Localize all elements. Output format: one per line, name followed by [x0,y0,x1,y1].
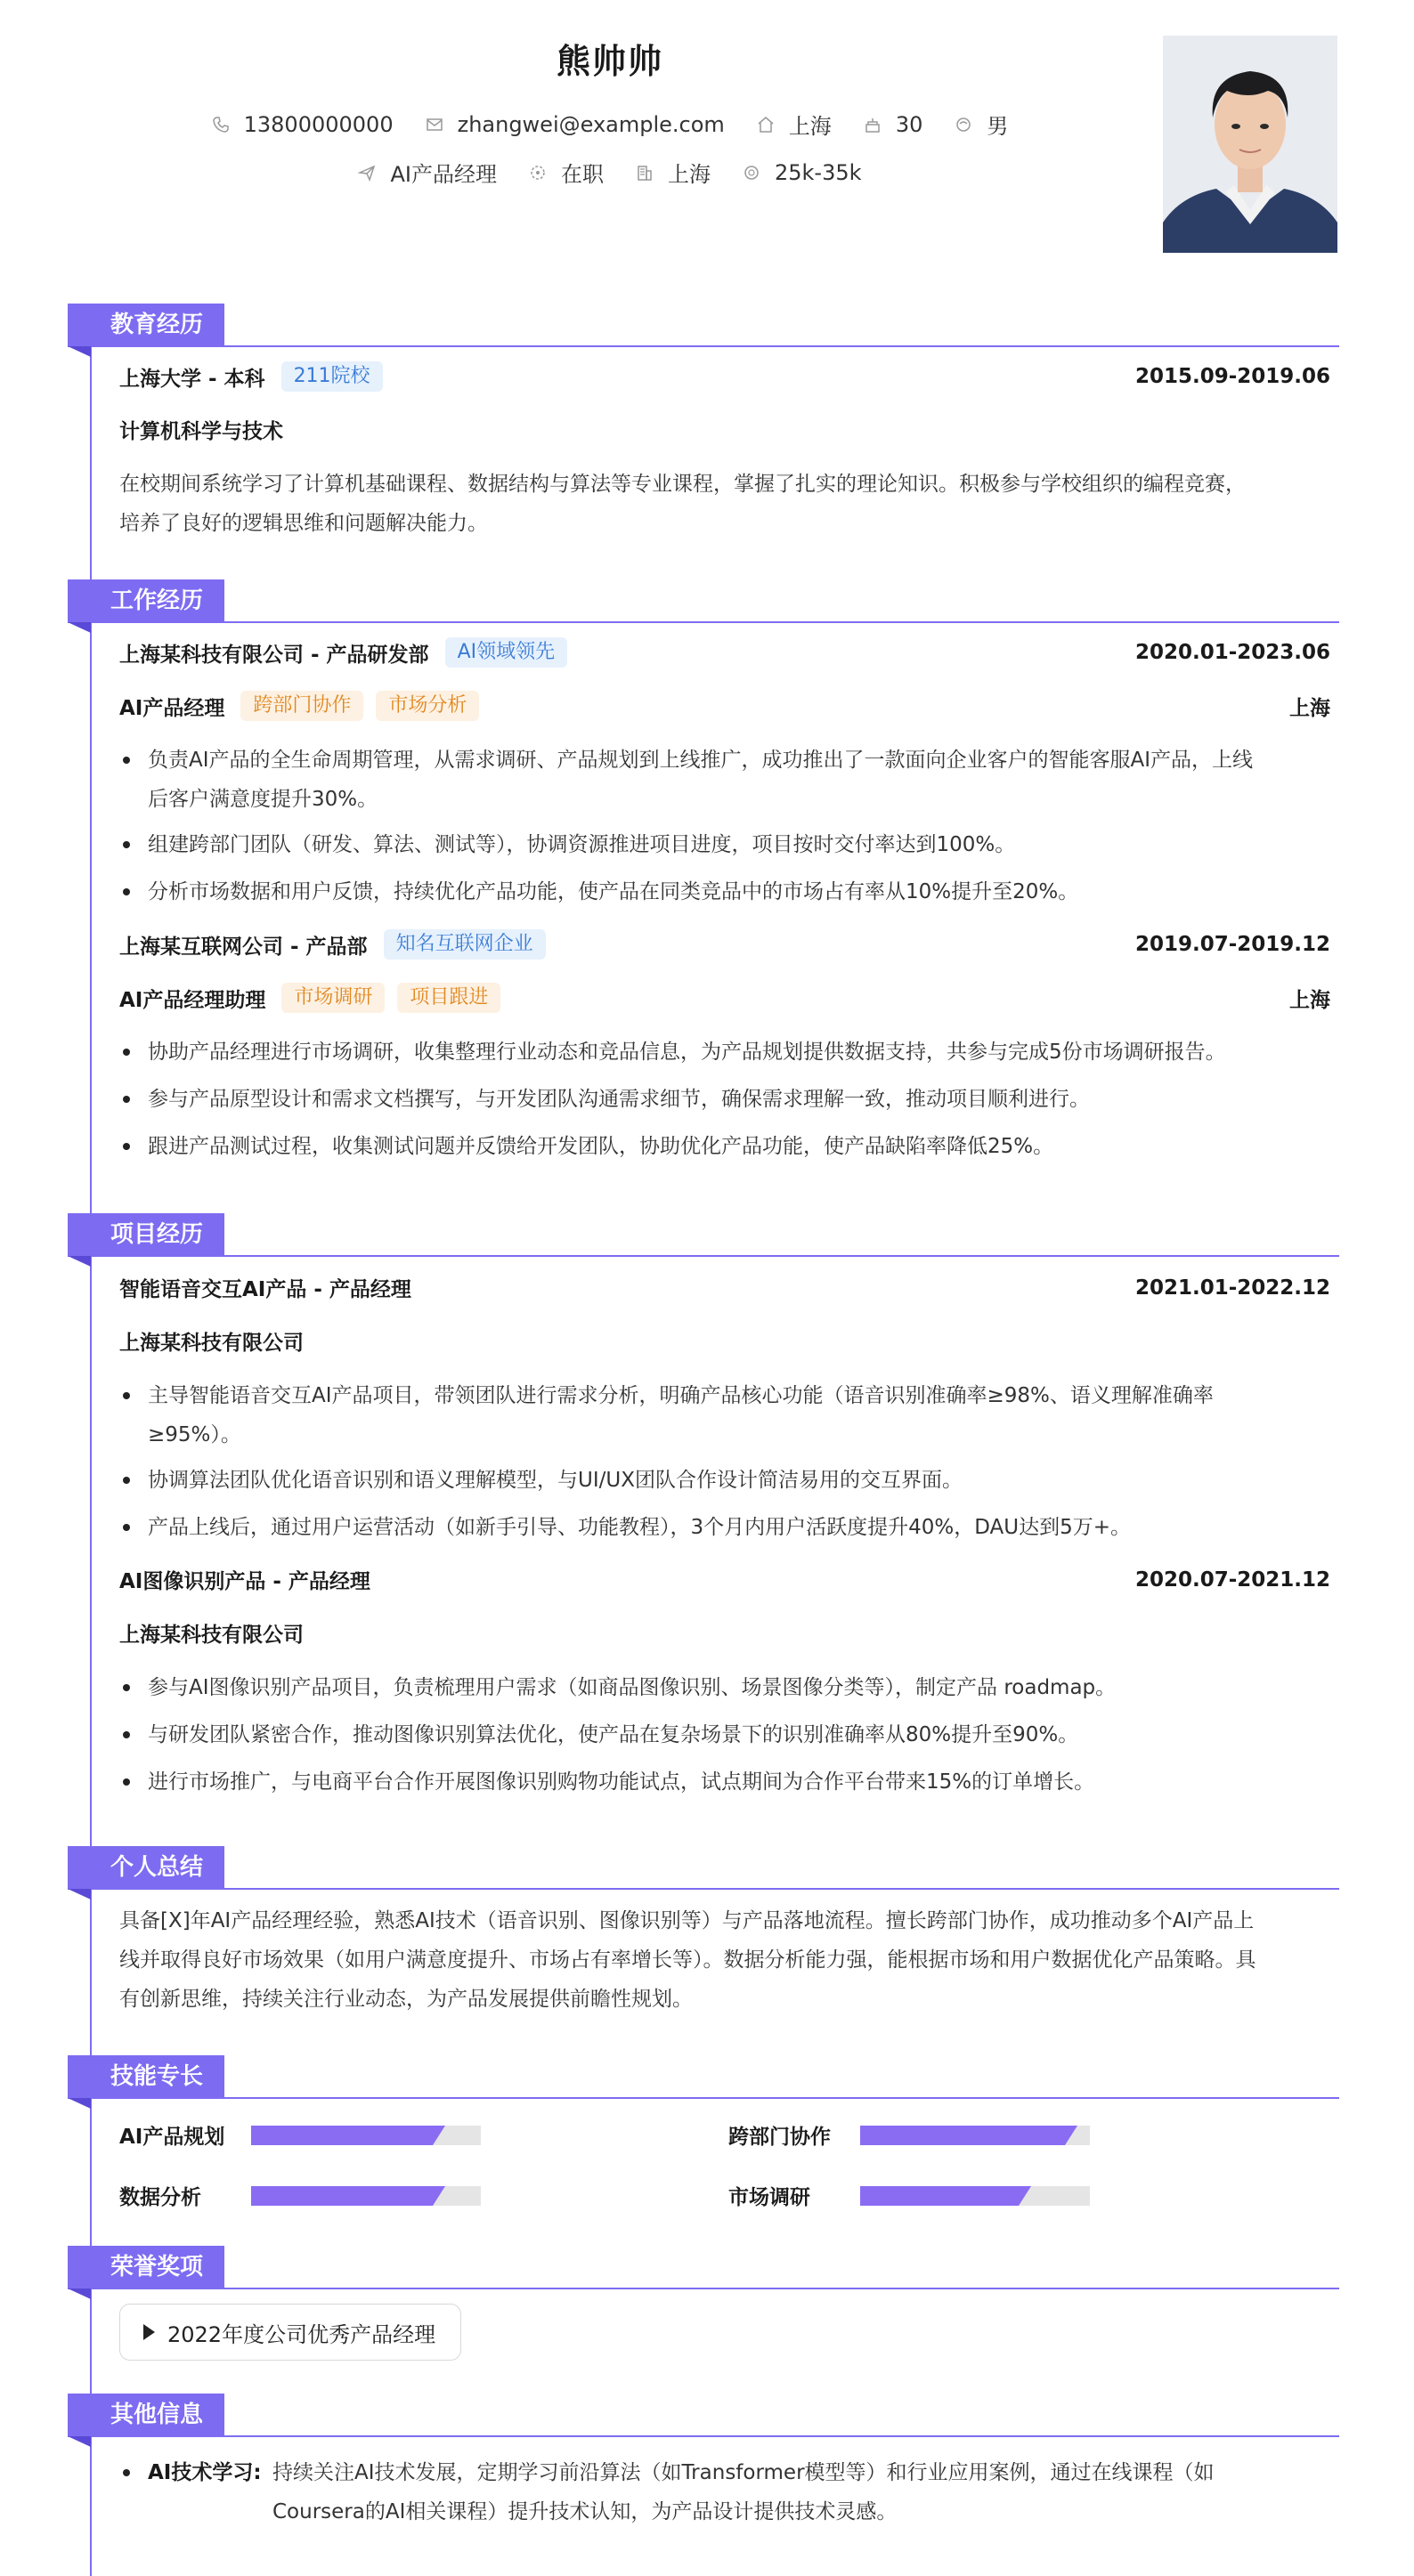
section-title-projects: 项目经历 [68,1213,224,1256]
email-info [426,112,725,137]
list-item: 主导智能语音交互AI产品项目，带领团队进行需求分析，明确产品核心功能（语音识别准确率≥98%、语义理解准确率 ≥95%）。 [119,1376,1330,1454]
list-item: 参与产品原型设计和需求文档撰写，与开发团队沟通需求细节，确保需求理解一致，推动项目顺利进行。 [119,1080,1330,1119]
gender-icon [955,116,972,134]
skill-bar [251,2186,481,2206]
avatar [1163,36,1337,253]
section-awards [68,2246,1339,2296]
project-2-company: 上海某科技有限公司 [119,1624,304,1647]
timeline-line [90,328,92,2576]
age-value: 30 [895,111,923,137]
building-icon [636,164,654,182]
list-item: 进行市场推广，与电商平台合作开展图像识别购物功能试点，试点期间为合作平台带来15%的订单增长。 [119,1762,1330,1802]
salary-value: 25k-35k [774,159,862,185]
section-work [68,579,1339,629]
job-1-role-tag: 市场分析 [376,691,479,721]
job-2-location: 上海 [1289,988,1330,1012]
list-item: 协助产品经理进行市场调研，收集整理行业动态和竞品信息，为产品规划提供数据支持，共参与完成5份市场调研报告。 [119,1033,1330,1072]
section-summary [68,1846,1339,1896]
job-title-value: AI产品经理 [390,162,497,187]
job-2-date: 2019.07-2019.12 [1134,933,1330,956]
mail-icon [426,116,443,134]
salary-info [743,160,862,185]
section-education [68,304,1339,353]
other-value: 持续关注AI技术发展，定期学习前沿算法（如Transformer模型等）和行业应用案例，通过在线课程（如 Coursera的AI相关课程）提升技术认知，为产品设计提供技术灵感。 [272,2461,1215,2523]
candidate-name: 熊帅帅 [556,42,663,81]
major-name: 计算机科学与技术 [119,420,283,443]
school-tag: 211院校 [281,361,383,392]
skill-bar [251,2126,481,2145]
education-date: 2015.09-2019.06 [1134,365,1330,388]
skill-bar [860,2186,1090,2206]
job-1-company: 上海某科技有限公司 - 产品研发部 [119,643,429,667]
job-1-location: 上海 [1289,696,1330,720]
list-item: 负责AI产品的全生命周期管理，从需求调研、产品规划到上线推广，成功推出了一款面向企业客户的智能客服AI产品，上线 后客户满意度提升30%。 [119,741,1330,819]
section-projects [68,1213,1339,1263]
job-2-role-row [119,983,1330,1013]
skill-item: AI产品规划 [119,2120,481,2150]
job-intent-row [0,157,1220,188]
status-icon [529,164,547,182]
section-title-other: 其他信息 [68,2394,224,2436]
summary-text: 具备[X]年AI产品经理经验，熟悉AI技术（语音识别、图像识别等）与产品落地流程。擅长跨部门协作，成功推动多个AI产品上 线并取得良好市场效果（如用户满意度提升、市场占有率增长等）。数据分析能力强，能根据市场和用户数据优化产品策略。具 有创新思维，持续关注行业动态，为产品发展提供前瞻性规划。 [119,1909,1256,2011]
job-2-header [119,929,1330,960]
project-2-date: 2020.07-2021.12 [1134,1567,1330,1592]
list-item: 分析市场数据和用户反馈，持续优化产品功能，使产品在同类竞品中的市场占有率从10%提升至20%。 [119,872,1330,911]
section-title-education: 教育经历 [68,304,224,346]
email-address: zhangwei@example.com [457,111,725,137]
other-label: AI技术学习: [148,2461,262,2484]
caret-right-icon [143,2324,155,2340]
section-title-awards: 荣誉奖项 [68,2246,224,2288]
phone-number: 13800000000 [243,111,394,137]
section-skills [68,2055,1339,2105]
education-header [119,361,1330,392]
age-icon [864,116,882,134]
job-2-role: AI产品经理助理 [119,988,266,1012]
gender-info [955,109,1008,140]
project-2-company-row [119,1618,1330,1648]
job-2-company-tag: 知名互联网企业 [384,929,546,960]
target-city-info [636,157,711,188]
list-item [119,2453,1330,2531]
target-city-value: 上海 [667,162,711,187]
job-1-role: AI产品经理 [119,696,225,720]
phone-info [212,112,394,137]
section-title-summary: 个人总结 [68,1846,224,1889]
age-info [864,112,923,137]
list-item: 与研发团队紧密合作，推动图像识别算法优化，使产品在复杂场景下的识别准确率从80%提升至90%。 [119,1715,1330,1754]
section-title-work: 工作经历 [68,579,224,622]
skill-bar [860,2126,1090,2145]
status-info [529,157,604,188]
section-title-skills: 技能专长 [68,2055,224,2098]
job-1-date: 2020.01-2023.06 [1134,641,1330,664]
job-1-role-tag: 跨部门协作 [240,691,363,721]
job-1-header [119,637,1330,668]
job-2-company: 上海某互联网公司 - 产品部 [119,935,368,959]
project-2-header [119,1565,1330,1594]
school-name: 上海大学 - 本科 [119,367,265,391]
money-icon [743,164,760,182]
home-icon [757,116,775,134]
job-1-role-row [119,691,1330,721]
job-2-role-tag: 项目跟进 [397,983,500,1013]
award-label: 2022年度公司优秀产品经理 [167,2321,436,2347]
major-row [119,415,1330,444]
skill-item: 跨部门协作 [728,2120,1090,2150]
skill-item: 市场调研 [728,2181,1090,2210]
city-info [757,109,832,140]
list-item: 协调算法团队优化语音识别和语义理解模型，与UI/UX团队合作设计简洁易用的交互界面。 [119,1461,1330,1500]
status-value: 在职 [560,162,604,187]
list-item: 参与AI图像识别产品项目，负责梳理用户需求（如商品图像识别、场景图像分类等），制定产品 roadmap。 [119,1668,1330,1707]
education-desc: 在校期间系统学习了计算机基础课程、数据结构与算法等专业课程，掌握了扎实的理论知识。积极参与学校组织的编程竞赛， 培养了良好的逻辑思维和问题解决能力。 [119,473,1246,535]
project-1-date: 2021.01-2022.12 [1134,1276,1330,1300]
section-other [68,2394,1339,2443]
project-1-name: 智能语音交互AI产品 - 产品经理 [119,1278,411,1301]
skill-item: 数据分析 [119,2181,481,2210]
project-1-header [119,1273,1330,1302]
city-value: 上海 [788,114,832,139]
list-item: 组建跨部门团队（研发、算法、测试等），协调资源推进项目进度，项目按时交付率达到100%。 [119,825,1330,864]
phone-icon [212,116,230,134]
plane-icon [358,164,376,182]
job-2-role-tag: 市场调研 [281,983,385,1013]
job-1-company-tag: AI领域领先 [445,637,568,668]
list-item: 产品上线后，通过用户运营活动（如新手引导、功能教程），3个月内用户活跃度提升40%，DAU达到5万+。 [119,1508,1330,1547]
list-item: 跟进产品测试过程，收集测试问题并反馈给开发团队，协助优化产品功能，使产品缺陷率降低25%。 [119,1127,1330,1166]
job-title-info [358,157,497,188]
project-2-name: AI图像识别产品 - 产品经理 [119,1570,370,1593]
award-item[interactable] [119,2304,461,2361]
project-1-company-row [119,1326,1330,1356]
contact-row [0,109,1220,140]
project-1-company: 上海某科技有限公司 [119,1332,304,1355]
gender-value: 男 [987,114,1009,139]
